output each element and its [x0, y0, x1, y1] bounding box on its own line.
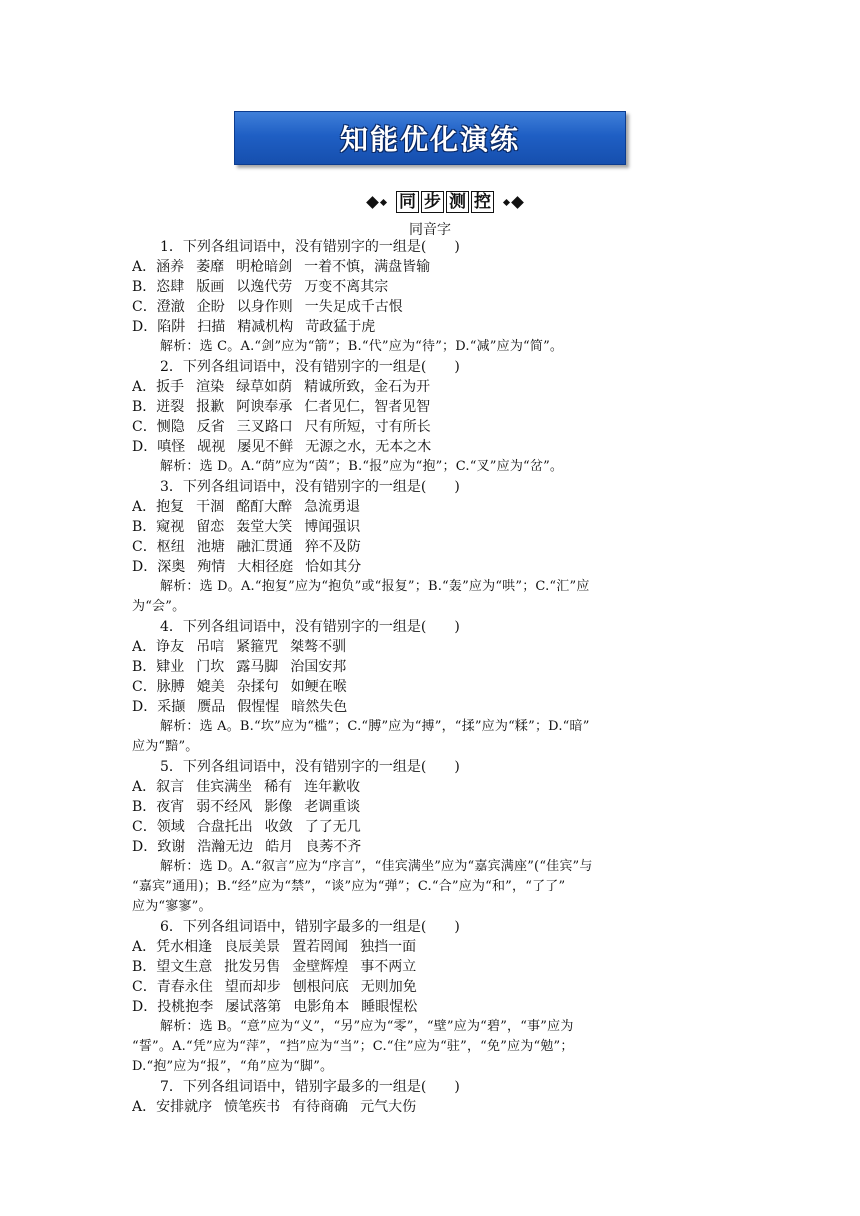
- option-term: 报歉: [196, 399, 225, 415]
- option-term: 以身作则: [236, 299, 293, 315]
- option-term: 赝品: [197, 699, 226, 715]
- section-title-char: 同: [396, 191, 419, 213]
- question-stem: 4．下列各组词语中，没有错别字的一组是( ): [160, 619, 460, 635]
- option-term: 大相径庭: [237, 559, 294, 575]
- question-stem: 7．下列各组词语中，错别字最多的一组是( ): [160, 1079, 460, 1095]
- option-term: 了了无几: [304, 819, 361, 835]
- answer-explanation: “嘉宾”通用)；B.“经”应为“禁”，“谈”应为“弹”；C.“合”应为“和”，“了了”: [132, 879, 566, 894]
- option-term: 置若罔闻: [292, 939, 349, 955]
- option-term: 刨根问底: [292, 979, 349, 995]
- section-title-char: 步: [421, 191, 444, 213]
- option-term: 萎靡: [196, 259, 225, 275]
- option-term: 如鲠在喉: [290, 679, 347, 695]
- option-term: 恰如其分: [305, 559, 362, 575]
- answer-option: [132, 297, 730, 317]
- option-term: 明枪暗剑: [236, 259, 293, 275]
- option-term: 望而却步: [224, 979, 281, 995]
- option-term: D．采撷: [132, 699, 186, 715]
- option-term: 反省: [196, 419, 225, 435]
- answer-option: [132, 537, 730, 557]
- option-term: 弱不经风: [196, 799, 253, 815]
- answer-option: [132, 397, 730, 417]
- section-title-char: 测: [446, 191, 469, 213]
- answer-explanation: 解析：选 C。A.“剑”应为“箭”；B.“代”应为“待”；D.“减”应为“简”。: [160, 339, 564, 354]
- answer-explanation: “誓”。A.“凭”应为“萍”，“挡”应为“当”；C.“住”应为“驻”，“免”应为“勉”；: [132, 1039, 574, 1054]
- answer-option: [132, 257, 730, 277]
- answer-option: [132, 997, 730, 1017]
- option-term: 有待商确: [292, 1099, 349, 1115]
- option-term: D．陷阱: [132, 319, 186, 335]
- option-term: 池塘: [196, 539, 225, 555]
- answer-option: [132, 657, 730, 677]
- title-banner: [234, 111, 626, 165]
- option-term: A．涵养: [132, 259, 185, 275]
- option-term: 睡眼惺松: [361, 999, 418, 1015]
- option-term: 连年歉收: [304, 779, 361, 795]
- option-term: 轰堂大笑: [236, 519, 293, 535]
- option-term: 治国安邦: [290, 659, 347, 675]
- answer-option: [132, 437, 730, 457]
- option-term: 老调重谈: [304, 799, 361, 815]
- option-term: 殉情: [197, 559, 226, 575]
- option-term: 浩瀚无边: [197, 839, 254, 855]
- option-term: C．脉膊: [132, 679, 185, 695]
- option-term: 尺有所短，寸有所长: [304, 419, 431, 435]
- option-term: 露马脚: [236, 659, 279, 675]
- option-term: 电影角本: [293, 999, 350, 1015]
- option-term: 紧箍咒: [236, 639, 279, 655]
- diamond-small-icon: [503, 198, 510, 205]
- option-term: 博闻强识: [304, 519, 361, 535]
- answer-option: [132, 1097, 730, 1117]
- option-term: 绿草如荫: [236, 379, 293, 395]
- answer-explanation: 解析：选 B。“意”应为“义”，“另”应为“零”，“壁”应为“碧”，“事”应为: [160, 1019, 574, 1034]
- option-term: A．扳手: [132, 379, 185, 395]
- option-term: A．抱复: [132, 499, 185, 515]
- option-term: 干涸: [196, 499, 225, 515]
- answer-explanation: 解析：选 D。A.“叙言”应为“序言”，“佳宾满坐”应为“嘉宾满座”(“佳宾”与: [160, 859, 593, 874]
- option-term: 元气大伤: [360, 1099, 417, 1115]
- option-term: 媲美: [196, 679, 225, 695]
- option-term: 屡见不鲜: [237, 439, 294, 455]
- answer-option: [132, 957, 730, 977]
- option-term: 扫描: [197, 319, 226, 335]
- option-term: D．投桃抱李: [132, 999, 214, 1015]
- option-term: 事不两立: [360, 959, 417, 975]
- option-term: 万变不离其宗: [304, 279, 389, 295]
- answer-option: [132, 317, 730, 337]
- option-term: C．枢纽: [132, 539, 185, 555]
- option-term: 合盘托出: [196, 819, 253, 835]
- option-term: 觇视: [197, 439, 226, 455]
- answer-option: [132, 837, 730, 857]
- answer-option: [132, 817, 730, 837]
- option-term: 一失足成千古恨: [304, 299, 403, 315]
- option-term: 金壁辉煌: [292, 959, 349, 975]
- option-term: 仁者见仁，智者见智: [304, 399, 431, 415]
- section-header: [350, 190, 540, 214]
- question-list: [132, 237, 730, 1117]
- question-stem: 5．下列各组词语中，没有错别字的一组是( ): [160, 759, 460, 775]
- option-term: D．深奥: [132, 559, 186, 575]
- answer-option: [132, 497, 730, 517]
- option-term: C．澄澈: [132, 299, 185, 315]
- option-term: B．夜宵: [132, 799, 185, 815]
- answer-explanation: 解析：选 D。A.“荫”应为“茵”；B.“报”应为“抱”；C.“叉”应为“岔”。: [160, 459, 564, 474]
- option-term: 酩酊大醉: [236, 499, 293, 515]
- option-term: B．窥视: [132, 519, 185, 535]
- option-term: 门坎: [196, 659, 225, 675]
- option-term: B．望文生意: [132, 959, 213, 975]
- answer-explanation: 应为“黯”。: [132, 739, 199, 754]
- option-term: D．致谢: [132, 839, 186, 855]
- answer-option: [132, 517, 730, 537]
- answer-option: [132, 977, 730, 997]
- answer-option: [132, 417, 730, 437]
- answer-explanation: 应为“寥寥”。: [132, 899, 212, 914]
- answer-explanation: 解析：选 D。A.“抱复”应为“抱负”或“报复”；B.“轰”应为“哄”；C.“汇”应: [160, 579, 590, 594]
- option-term: B．恣肆: [132, 279, 185, 295]
- banner-title: 知能优化演练: [339, 123, 520, 156]
- section-title-char: 控: [471, 191, 494, 213]
- option-term: 稀有: [264, 779, 293, 795]
- question-stem: 2．下列各组词语中，没有错别字的一组是( ): [160, 359, 460, 375]
- option-term: 皓月: [265, 839, 294, 855]
- diamond-icon: [511, 196, 524, 209]
- option-term: 批发另售: [224, 959, 281, 975]
- option-term: A．凭水相逢: [132, 939, 213, 955]
- option-term: A．叙言: [132, 779, 185, 795]
- question-stem: 1．下列各组词语中，没有错别字的一组是( ): [160, 239, 460, 255]
- option-term: 苛政猛于虎: [305, 319, 376, 335]
- answer-option: [132, 677, 730, 697]
- option-term: 屡试落第: [225, 999, 282, 1015]
- option-term: 良辰美景: [224, 939, 281, 955]
- option-term: 暗然失色: [291, 699, 348, 715]
- option-term: 无则加免: [360, 979, 417, 995]
- option-term: 愤笔疾书: [224, 1099, 281, 1115]
- answer-option: [132, 377, 730, 397]
- option-term: A．安排就序: [132, 1099, 213, 1115]
- option-term: C．恻隐: [132, 419, 185, 435]
- option-term: 渲染: [196, 379, 225, 395]
- diamond-icon: [366, 196, 379, 209]
- answer-explanation: 为“会”。: [132, 599, 186, 614]
- answer-option: [132, 557, 730, 577]
- option-term: 吊唁: [196, 639, 225, 655]
- answer-explanation: 解析：选 A。B.“坎”应为“槛”；C.“膊”应为“搏”，“揉”应为“糅”；D.“暗”: [160, 719, 590, 734]
- answer-explanation: D.“抱”应为“报”，“角”应为“脚”。: [132, 1059, 334, 1074]
- option-term: 桀骜不驯: [290, 639, 347, 655]
- answer-option: [132, 777, 730, 797]
- option-term: 三叉路口: [236, 419, 293, 435]
- answer-option: [132, 637, 730, 657]
- option-term: 留恋: [196, 519, 225, 535]
- answer-option: [132, 277, 730, 297]
- option-term: B．迸裂: [132, 399, 185, 415]
- answer-option: [132, 797, 730, 817]
- option-term: 精减机构: [237, 319, 294, 335]
- option-term: 影像: [264, 799, 293, 815]
- diamond-small-icon: [380, 198, 387, 205]
- option-term: 假惺惺: [237, 699, 280, 715]
- option-term: C．青春永住: [132, 979, 213, 995]
- option-term: A．诤友: [132, 639, 185, 655]
- question-stem: 6．下列各组词语中，错别字最多的一组是( ): [160, 919, 460, 935]
- option-term: C．领域: [132, 819, 185, 835]
- option-term: 阿谀奉承: [236, 399, 293, 415]
- option-term: 精诚所致，金石为开: [304, 379, 431, 395]
- option-term: 版画: [196, 279, 225, 295]
- answer-option: [132, 937, 730, 957]
- option-term: 企盼: [196, 299, 225, 315]
- option-term: 独挡一面: [360, 939, 417, 955]
- option-term: 一着不慎，满盘皆输: [304, 259, 431, 275]
- option-term: 急流勇退: [304, 499, 361, 515]
- option-term: 猝不及防: [304, 539, 361, 555]
- option-term: 融汇贯通: [236, 539, 293, 555]
- option-term: 杂揉句: [236, 679, 279, 695]
- section-title: [396, 191, 494, 213]
- option-term: B．肄业: [132, 659, 185, 675]
- subheading: 同音字: [409, 222, 451, 238]
- answer-option: [132, 697, 730, 717]
- option-term: 无源之水，无本之木: [305, 439, 432, 455]
- option-term: 佳宾满坐: [196, 779, 253, 795]
- option-term: 以逸代劳: [236, 279, 293, 295]
- question-stem: 3．下列各组词语中，没有错别字的一组是( ): [160, 479, 460, 495]
- option-term: 良莠不齐: [305, 839, 362, 855]
- option-term: 收敛: [264, 819, 293, 835]
- option-term: D．嗔怪: [132, 439, 186, 455]
